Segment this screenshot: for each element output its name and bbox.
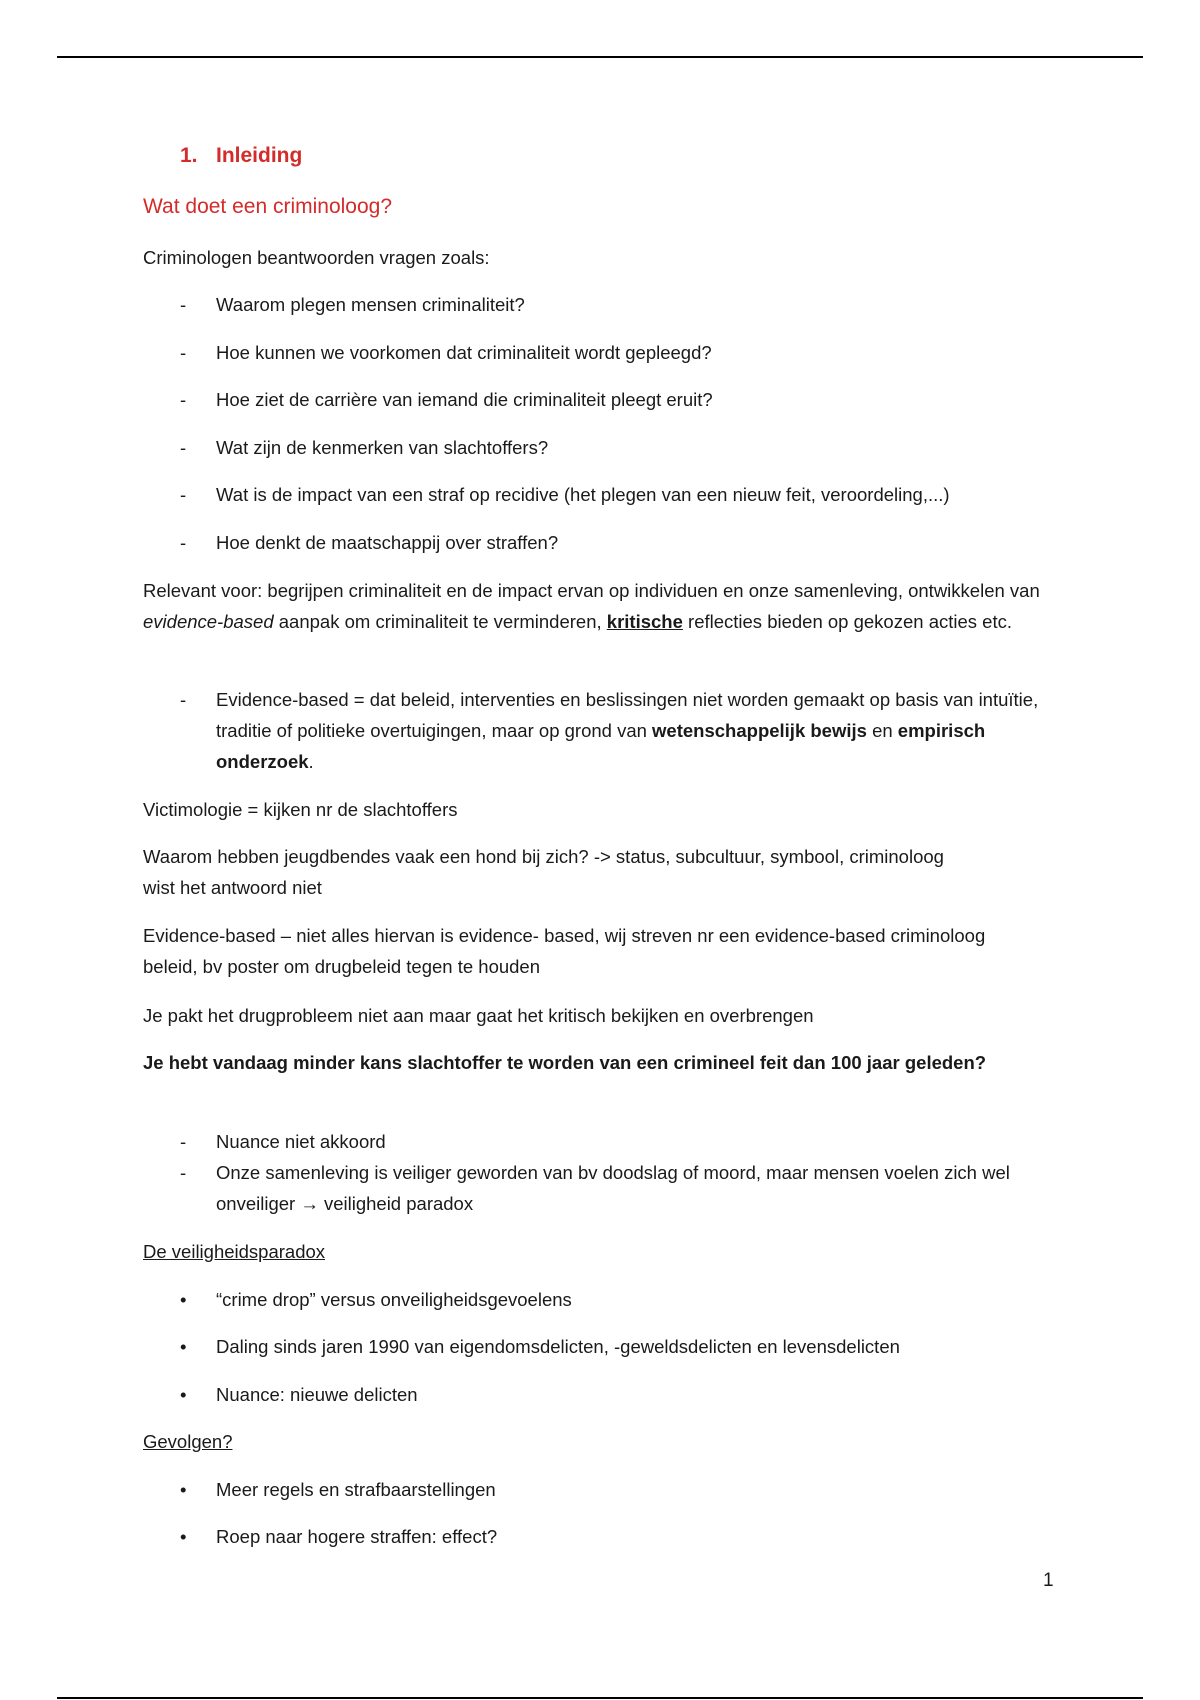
- relevance-text: Relevant voor: begrijpen criminaliteit en de impact ervan op individuen en onze samenleving, ontwikkelen van: [143, 580, 1040, 601]
- question-item: [180, 527, 1070, 558]
- gevolgen-text: Meer regels en strafbaarstellingen: [216, 1479, 496, 1500]
- relevance-emphasis: kritische: [606, 611, 683, 632]
- question-item: [180, 479, 1080, 510]
- bullet-marker: •: [180, 1479, 187, 1500]
- dash-marker: -: [180, 484, 187, 505]
- dash-marker: -: [180, 532, 187, 553]
- answer-text: Onze samenleving is veiliger geworden van bv doodslag of moord, maar mensen voelen zich wel onveiliger → veiligheid paradox: [216, 1162, 1010, 1214]
- bold-question: Je hebt vandaag minder kans slachtoffer te worden van een crimineel feit dan 100 jaar geleden?: [143, 1052, 987, 1073]
- drugprobleem-paragraph: Je pakt het drugprobleem niet aan maar gaat het kritisch bekijken en overbrengen: [143, 1005, 814, 1026]
- bullet-marker: •: [180, 1289, 187, 1310]
- relevance-text: aanpak om criminaliteit te verminderen,: [273, 611, 607, 632]
- page-number: 1: [1043, 1570, 1054, 1591]
- answer-item: [180, 1126, 1070, 1157]
- subheading: Wat doet een criminoloog?: [143, 195, 393, 218]
- dash-marker: -: [180, 437, 187, 458]
- gevolgen-title: Gevolgen?: [143, 1431, 233, 1452]
- question-text: Hoe denkt de maatschappij over straffen?: [216, 532, 559, 553]
- gevolgen-item: [180, 1474, 1070, 1505]
- definition-part: Evidence-based = dat beleid, interventies en beslissingen niet worden gemaakt op basis van intuïtie, traditie of politieke overtuigingen, maar op grond van: [216, 689, 1039, 741]
- evidence-note-paragraph: Evidence-based – niet alles hiervan is evidence- based, wij streven nr een evidence-based criminoloog beleid, bv poster om drugbeleid tegen te houden: [143, 925, 986, 977]
- relevance-text: reflecties bieden op gekozen acties etc.: [682, 611, 1012, 632]
- bottom-rule: [57, 1697, 1143, 1699]
- answer-text: Nuance niet akkoord: [216, 1131, 386, 1152]
- question-text: Waarom plegen mensen criminaliteit?: [216, 294, 525, 315]
- paradox-text: Nuance: nieuwe delicten: [216, 1384, 418, 1405]
- paradox-item: [180, 1284, 1070, 1315]
- intro-paragraph: Criminologen beantwoorden vragen zoals:: [143, 247, 490, 268]
- section-number: 1.: [180, 144, 198, 167]
- relevance-italic: evidence-based: [143, 611, 274, 632]
- dash-marker: -: [180, 1162, 187, 1183]
- gevolgen-item: [180, 1521, 1070, 1552]
- question-text: Wat zijn de kenmerken van slachtoffers?: [216, 437, 549, 458]
- section-heading: [180, 144, 302, 168]
- bullet-marker: •: [180, 1384, 187, 1405]
- question-text: Hoe kunnen we voorkomen dat criminaliteit wordt gepleegd?: [216, 342, 712, 363]
- question-item: [180, 384, 1070, 415]
- question-text: Wat is de impact van een straf op recidive (het plegen van een nieuw feit, veroordeling,...): [216, 484, 950, 505]
- dash-marker: -: [180, 1131, 187, 1152]
- section-title: Inleiding: [216, 144, 303, 167]
- question-item: [180, 289, 1070, 320]
- question-item: [180, 432, 1070, 463]
- definition-bold: wetenschappelijk bewijs: [652, 720, 867, 741]
- question-text: Hoe ziet de carrière van iemand die criminaliteit pleegt eruit?: [216, 389, 713, 410]
- gevolgen-text: Roep naar hogere straffen: effect?: [216, 1526, 498, 1547]
- bullet-marker: •: [180, 1336, 187, 1357]
- dash-marker: -: [180, 389, 187, 410]
- paradox-title: De veiligheidsparadox: [143, 1241, 326, 1262]
- answer-item: [180, 1157, 1060, 1219]
- bullet-marker: •: [180, 1526, 187, 1547]
- jeugdbendes-paragraph: Waarom hebben jeugdbendes vaak een hond bij zich? -> status, subcultuur, symbool, criminoloog wist het antwoord niet: [143, 846, 944, 898]
- dash-marker: -: [180, 294, 187, 315]
- definition-part: .: [308, 751, 314, 772]
- definition-part: en: [866, 720, 898, 741]
- question-item: [180, 337, 1070, 368]
- paradox-item: [180, 1331, 1070, 1362]
- relevance-paragraph: [143, 575, 1048, 637]
- paradox-text: “crime drop” versus onveiligheidsgevoelens: [216, 1289, 572, 1310]
- definition-bold: empirisch onderzoek: [216, 720, 986, 772]
- dash-marker: -: [180, 689, 187, 710]
- definition-text: [216, 684, 1060, 777]
- paradox-text: Daling sinds jaren 1990 van eigendomsdelicten, -geweldsdelicten en levensdelicten: [216, 1336, 900, 1357]
- paradox-item: [180, 1379, 1070, 1410]
- victimologie-paragraph: Victimologie = kijken nr de slachtoffers: [143, 799, 458, 820]
- definition-item: [180, 684, 1060, 777]
- dash-marker: -: [180, 342, 187, 363]
